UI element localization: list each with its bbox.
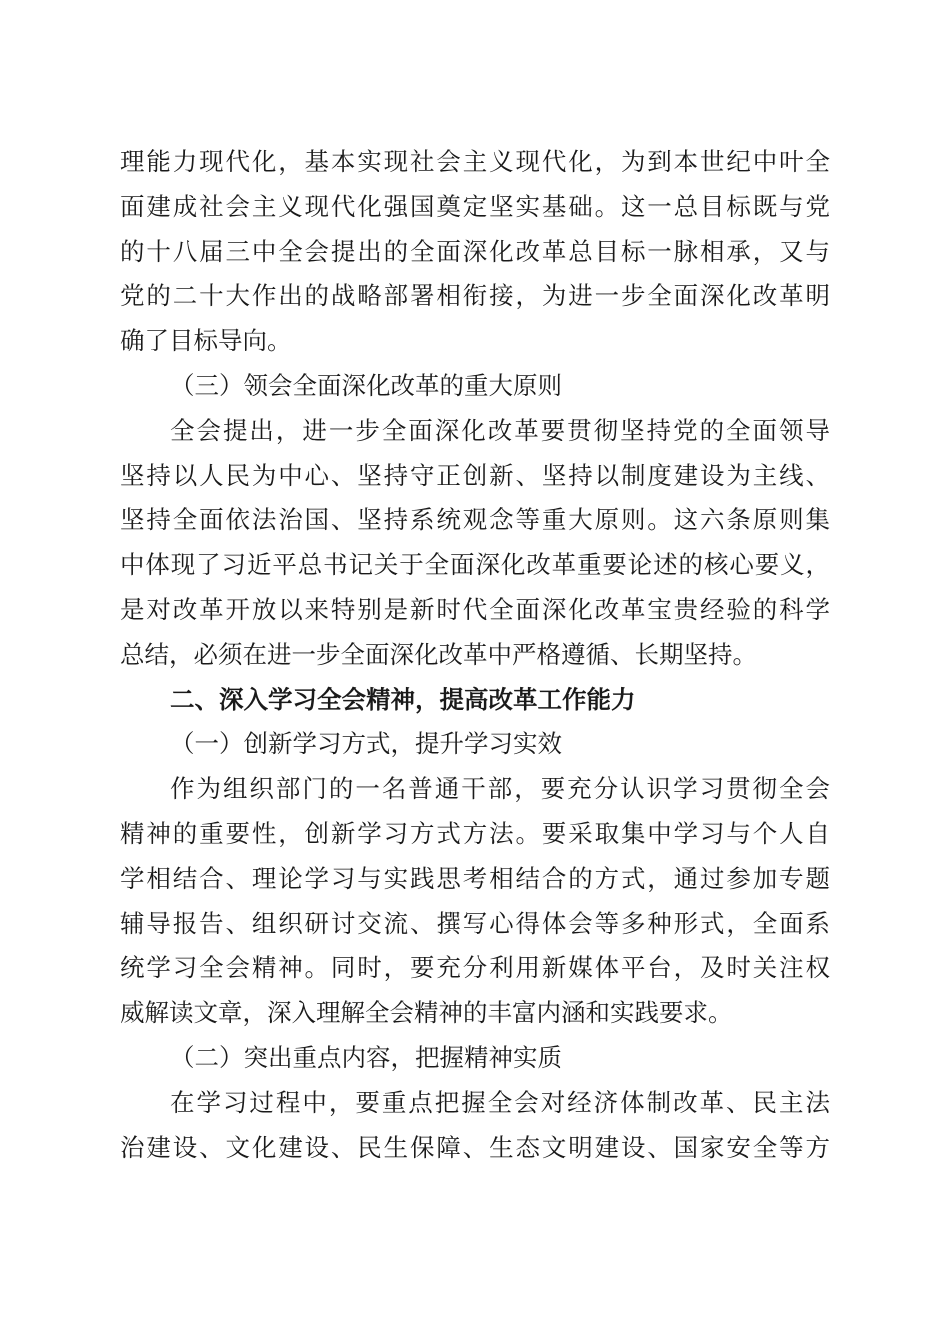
text-line: 学相结合、理论学习与实践思考相结合的方式，通过参加专题	[120, 863, 830, 893]
section-heading: 二、深入学习全会精神，提高改革工作能力	[170, 684, 636, 714]
paragraph-first-line: 在学习过程中，要重点把握全会对经济体制改革、民主法	[170, 1087, 830, 1117]
text-line: 理能力现代化，基本实现社会主义现代化，为到本世纪中叶全	[120, 147, 830, 176]
text-line: 总结，必须在进一步全面深化改革中严格遵循、长期坚持。	[120, 639, 757, 669]
paragraph-first-line: 作为组织部门的一名普通干部，要充分认识学习贯彻全会	[170, 774, 830, 804]
text-line: 坚持全面依法治国、坚持系统观念等重大原则。这六条原则集	[120, 505, 830, 535]
text-line: 的十八届三中全会提出的全面深化改革总目标一脉相承，又与	[120, 236, 830, 266]
text-line: 坚持以人民为中心、坚持守正创新、坚持以制度建设为主线、	[120, 460, 830, 490]
text-line: 威解读文章，深入理解全会精神的丰富内涵和实践要求。	[120, 998, 733, 1028]
text-line: 辅导报告、组织研讨交流、撰写心得体会等多种形式，全面系	[120, 908, 830, 938]
text-line: 党的二十大作出的战略部署相衔接，为进一步全面深化改革明	[120, 281, 830, 311]
paragraph-first-line: 全会提出，进一步全面深化改革要贯彻坚持党的全面领导	[170, 415, 830, 445]
document-body	[120, 140, 830, 1170]
subsection-heading: （一）创新学习方式，提升学习实效	[170, 729, 562, 759]
text-line: 中体现了习近平总书记关于全面深化改革重要论述的核心要义，	[120, 550, 830, 580]
text-line: 精神的重要性，创新学习方式方法。要采取集中学习与个人自	[120, 818, 830, 848]
text-line: 面建成社会主义现代化强国奠定坚实基础。这一总目标既与党	[120, 191, 830, 221]
text-line: 是对改革开放以来特别是新时代全面深化改革宝贵经验的科学	[120, 594, 830, 624]
text-line: 统学习全会精神。同时，要充分利用新媒体平台，及时关注权	[120, 953, 830, 983]
subsection-heading: （二）突出重点内容，把握精神实质	[170, 1042, 562, 1072]
text-line: 治建设、文化建设、民生保障、生态文明建设、国家安全等方	[120, 1132, 830, 1162]
text-line: 确了目标导向。	[120, 326, 292, 356]
subsection-heading: （三）领会全面深化改革的重大原则	[170, 370, 562, 400]
